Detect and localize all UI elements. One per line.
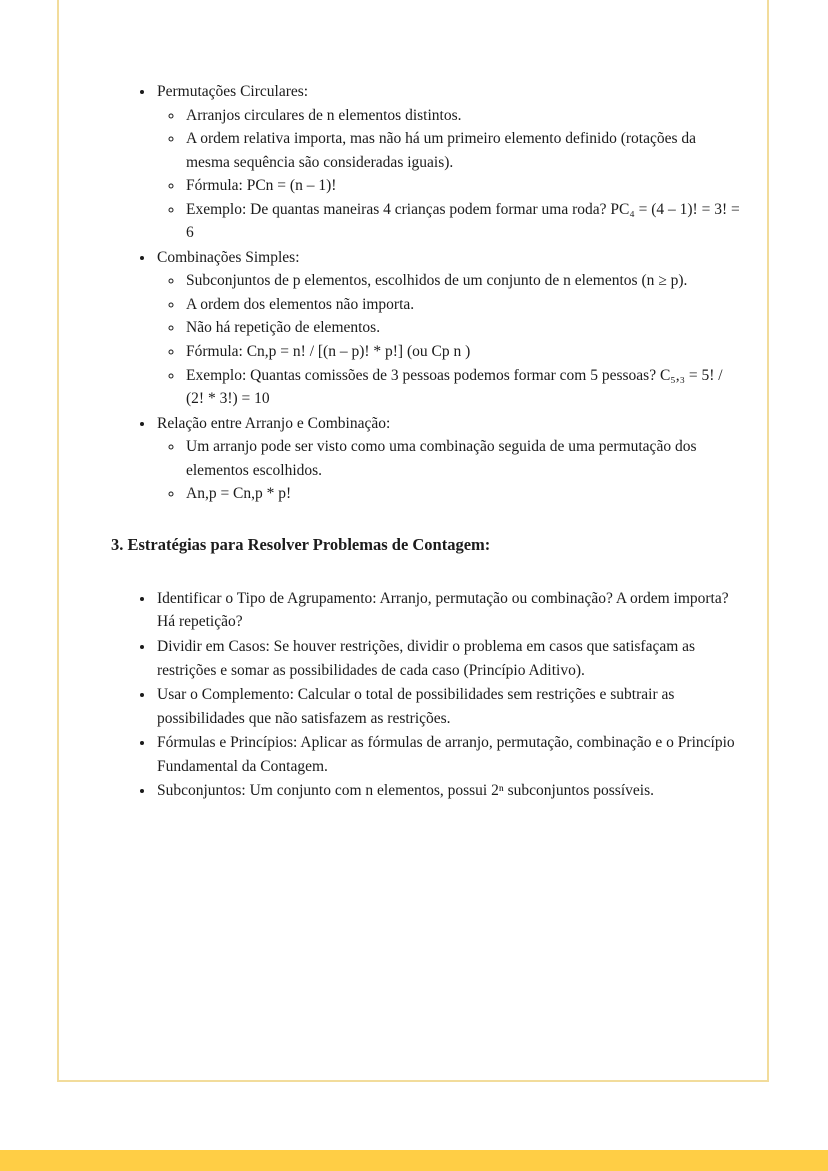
sub-list bbox=[157, 269, 741, 410]
list-item bbox=[155, 412, 741, 506]
sub-list-item: ◦ An,p = Cn,p * p! bbox=[184, 482, 741, 506]
list-item-text: Permutações Circulares: bbox=[157, 83, 309, 100]
list-item-text: Usar o Complemento: Calcular o total de possibilidades sem restrições e subtrair as possibilidades que não satisfazem as restrições. bbox=[157, 686, 675, 727]
list-item-text: Dividir em Casos: Se houver restrições, dividir o problema em casos que satisfaçam as restrições e somar as possibilidades de cada caso (Princípio Aditivo). bbox=[157, 638, 696, 679]
bulleted-list-counting-concepts bbox=[99, 80, 741, 506]
sub-list-item: ◦ Exemplo: De quantas maneiras 4 crianças podem formar uma roda? PC₄ = (4 – 1)! = 3! = 6 bbox=[184, 198, 741, 245]
sub-list bbox=[157, 104, 741, 245]
sub-list-item: ◦ Não há repetição de elementos. bbox=[184, 316, 741, 340]
section-heading: 3. Estratégias para Resolver Problemas de Contagem: bbox=[111, 534, 491, 554]
list-item-text: Combinações Simples: bbox=[157, 248, 300, 266]
bottom-accent-bar bbox=[0, 1150, 828, 1171]
document-page bbox=[57, 0, 769, 1082]
bulleted-list-strategies bbox=[99, 587, 741, 803]
sub-list-item: ◦ Subconjuntos de p elementos, escolhidos de um conjunto de n elementos (n ≥ p). bbox=[184, 269, 741, 293]
list-item bbox=[155, 779, 741, 803]
sub-list-item: ◦ Um arranjo pode ser visto como uma combinação seguida de uma permutação dos elementos escolhidos. bbox=[184, 435, 741, 482]
sub-list-item: ◦ Fórmula: PCn = (n – 1)! bbox=[184, 174, 741, 198]
sub-list-item: ◦ Fórmula: Cn,p = n! / [(n – p)! * p!] (ou Cp n ) bbox=[184, 340, 741, 364]
sub-list-item: ◦ A ordem dos elementos não importa. bbox=[184, 293, 741, 317]
list-item-text: Identificar o Tipo de Agrupamento: Arranjo, permutação ou combinação? A ordem importa? Há repetição? bbox=[157, 589, 729, 631]
sub-list-item: ◦ A ordem relativa importa, mas não há um primeiro elemento definido (rotações da mesma sequência são consideradas iguais). bbox=[184, 127, 741, 174]
list-item bbox=[155, 246, 741, 411]
sub-list-item: ◦ Exemplo: Quantas comissões de 3 pessoas podemos formar com 5 pessoas? C₅,₃ = 5! / (2! * 3!) = 10 bbox=[184, 364, 741, 411]
list-item-text: Relação entre Arranjo e Combinação: bbox=[157, 414, 391, 432]
sub-list-item: ◦ Arranjos circulares de n elementos distintos. bbox=[184, 104, 741, 128]
list-item bbox=[155, 683, 741, 730]
list-item bbox=[155, 731, 741, 778]
list-item-text: Fórmulas e Princípios: Aplicar as fórmulas de arranjo, permutação, combinação e o Princípio Fundamental da Contagem. bbox=[157, 734, 735, 775]
list-item bbox=[155, 80, 741, 245]
list-item bbox=[155, 635, 741, 682]
list-item bbox=[155, 587, 741, 634]
list-item-text: Subconjuntos: Um conjunto com n elementos, possui 2ⁿ subconjuntos possíveis. bbox=[157, 782, 654, 800]
document-content bbox=[59, 0, 767, 803]
sub-list bbox=[157, 435, 741, 506]
